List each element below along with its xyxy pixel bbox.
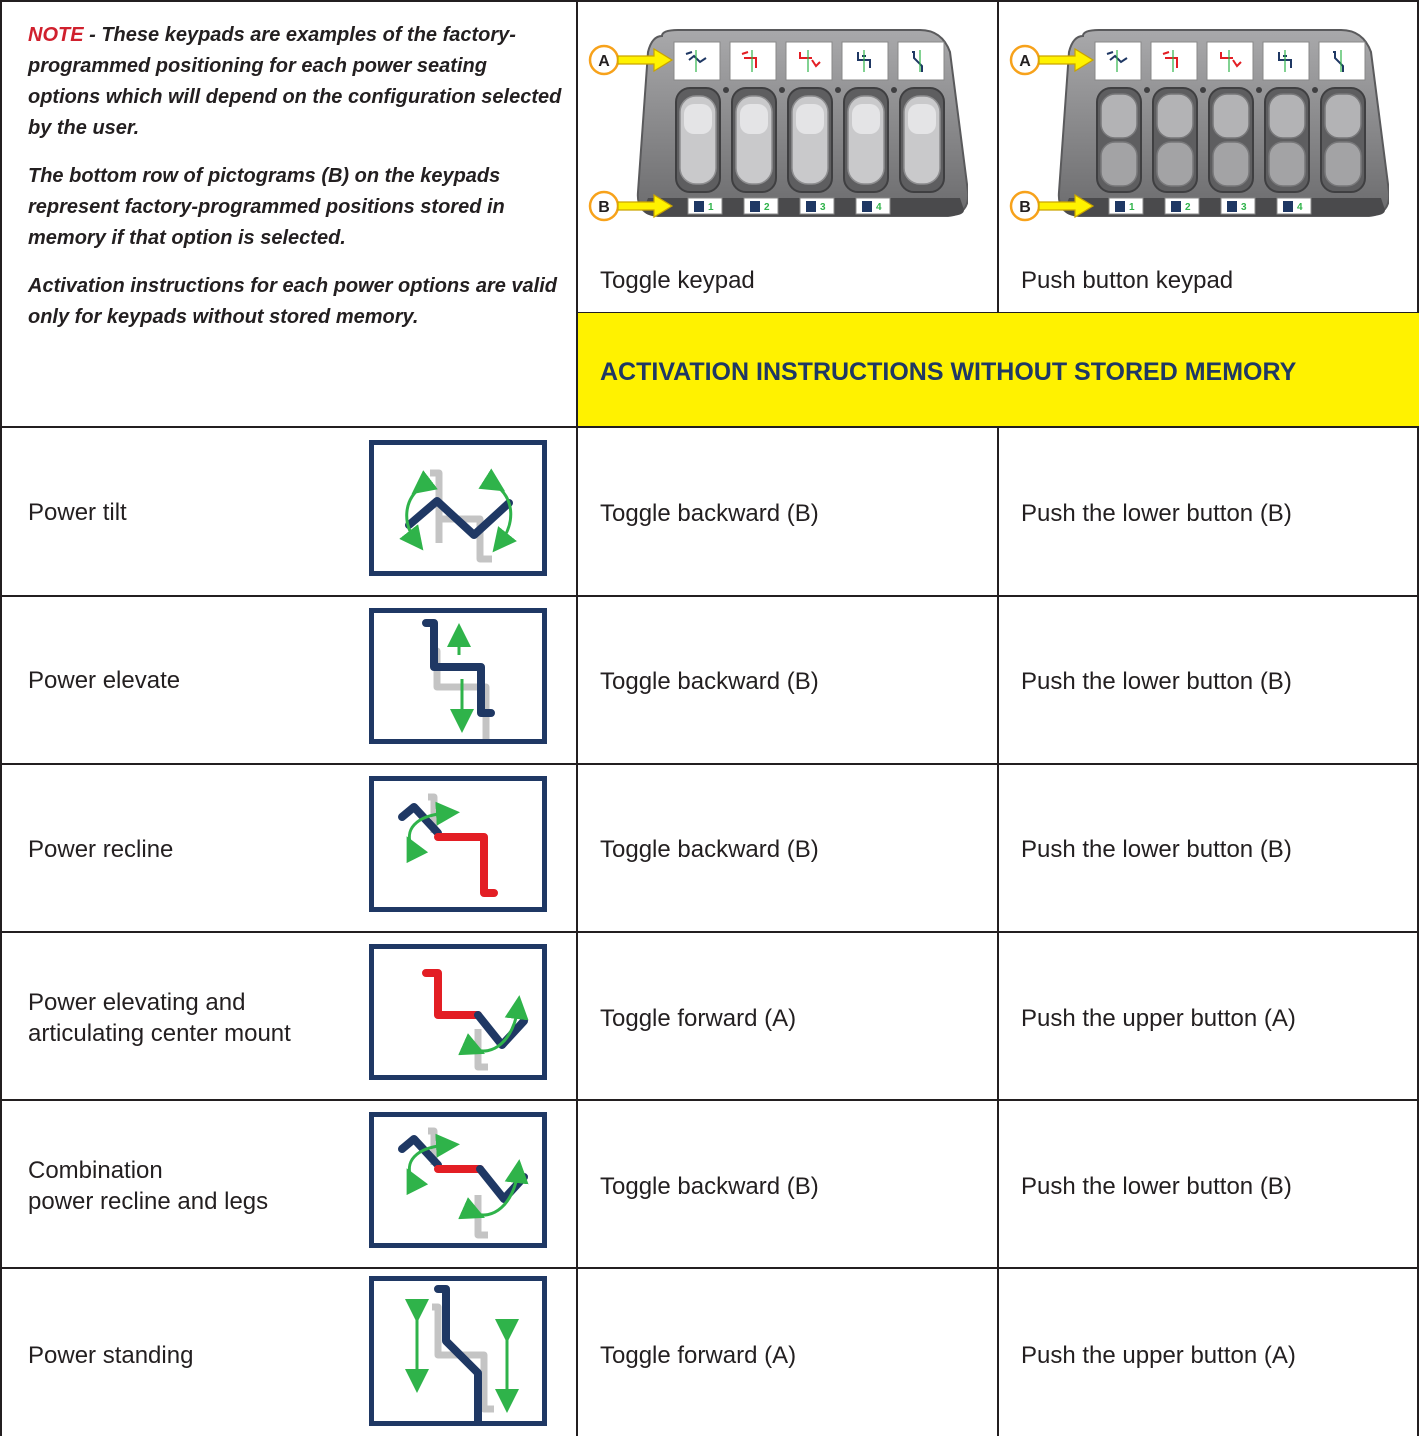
memory-number: 4: [1297, 202, 1303, 213]
svg-text:B: B: [598, 199, 610, 216]
row-label-power-elevate: Power elevate: [28, 667, 181, 694]
memory-slot-2: [1165, 198, 1199, 214]
row-2-push: Push the lower button (B): [1021, 668, 1292, 695]
row-5-push: Push the lower button (B): [1021, 1173, 1292, 1200]
push-keypad-caption: Push button keypad: [1021, 267, 1234, 294]
note-paragraph-1: NOTE - These keypads are examples of the factory-programmed positioning for each power seating options which will depend on the configuration selected by the user.: [28, 24, 562, 139]
keypad-pictogram: [730, 42, 776, 80]
keypad-pictogram: [1095, 42, 1141, 80]
power-tilt-icon: [369, 440, 547, 576]
keypad-pictogram: [1151, 42, 1197, 80]
memory-slot-2: [744, 198, 778, 214]
row-1-push: Push the lower button (B): [1021, 500, 1292, 527]
push-button-keypad-image: [1009, 24, 1389, 229]
row-label-center-mount: Power elevating and articulating center mount: [28, 989, 291, 1047]
note-paragraph-3: Activation instructions for each power options are valid only for keypads without stored memory.: [28, 275, 557, 328]
row-3-toggle: Toggle backward (B): [600, 836, 819, 863]
power-recline-icon: [369, 776, 547, 912]
svg-text:B: B: [1019, 199, 1031, 216]
toggle-keypad-image: [588, 24, 968, 229]
memory-number: 4: [876, 202, 882, 213]
note-paragraph-2: The bottom row of pictograms (B) on the keypads represent factory-programmed positions stored in memory if that option is selected.: [28, 165, 505, 249]
memory-number: 1: [708, 202, 714, 213]
memory-slot-3: [1221, 198, 1255, 214]
toggle-keypad-caption: Toggle keypad: [600, 267, 755, 294]
center-mount-icon: [369, 944, 547, 1080]
keypad-pictogram: [786, 42, 832, 80]
activation-banner: [578, 313, 1419, 426]
row-2-toggle: Toggle backward (B): [600, 668, 819, 695]
row-label-power-tilt: Power tilt: [28, 499, 127, 526]
memory-slot-4: [1277, 198, 1311, 214]
memory-slot-4: [856, 198, 890, 214]
memory-slot-1: [1109, 198, 1143, 214]
note-lead: NOTE: [28, 24, 84, 46]
svg-text:A: A: [1019, 53, 1031, 70]
svg-text:A: A: [598, 53, 610, 70]
memory-number: 2: [1185, 202, 1191, 213]
memory-number: 2: [764, 202, 770, 213]
row-label-recline-and-legs: Combination power recline and legs: [28, 1157, 269, 1215]
row-3-push: Push the lower button (B): [1021, 836, 1292, 863]
row-1-toggle: Toggle backward (B): [600, 500, 819, 527]
recline-and-legs-icon: [369, 1112, 547, 1248]
activation-banner-title: ACTIVATION INSTRUCTIONS WITHOUT STORED MEMORY: [600, 358, 1297, 386]
row-4-toggle: Toggle forward (A): [600, 1005, 797, 1032]
keypad-pictogram: [674, 42, 720, 80]
row-6-toggle: Toggle forward (A): [600, 1342, 797, 1369]
row-5-toggle: Toggle backward (B): [600, 1173, 819, 1200]
keypad-pictogram: [1319, 42, 1365, 80]
keypad-pictogram: [1207, 42, 1253, 80]
power-elevate-icon: [369, 608, 547, 744]
row-4-push: Push the upper button (A): [1021, 1005, 1296, 1032]
keypad-pictogram: [898, 42, 944, 80]
power-standing-icon: [369, 1276, 547, 1426]
memory-slot-3: [800, 198, 834, 214]
memory-slot-1: [688, 198, 722, 214]
memory-number: 3: [1241, 202, 1247, 213]
row-label-power-recline: Power recline: [28, 836, 174, 863]
memory-number: 1: [1129, 202, 1135, 213]
note-block: [28, 20, 563, 350]
row-6-push: Push the upper button (A): [1021, 1342, 1296, 1369]
memory-number: 3: [820, 202, 826, 213]
row-label-power-standing: Power standing: [28, 1342, 194, 1369]
